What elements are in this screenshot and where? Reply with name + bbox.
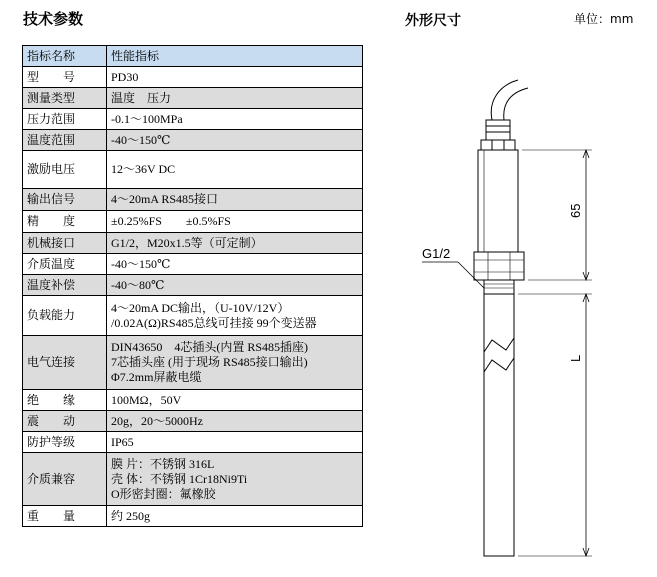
spec-value: [107, 254, 363, 275]
header-label-cell: 指标名称: [23, 46, 107, 67]
spec-value-line: DIN43650 4芯插头(内置 RS485插座): [111, 340, 308, 354]
spec-value: [107, 432, 363, 453]
spec-value: [107, 88, 363, 109]
spec-value: [107, 506, 363, 527]
table-row: [23, 411, 363, 432]
spec-value-line: -40～80℃: [111, 277, 165, 292]
spec-value-line: -0.1～100MPa: [111, 111, 183, 126]
dimension-65-label: 65: [568, 203, 583, 218]
spec-value: [107, 189, 363, 211]
spec-value: [107, 390, 363, 411]
spec-label: 精 度: [23, 211, 107, 233]
table-header-row: [23, 46, 363, 67]
spec-value: [107, 453, 363, 506]
table-row: [23, 296, 363, 336]
spec-label: 电气连接: [23, 336, 107, 390]
cable-gland: [486, 120, 510, 140]
table-row: [23, 233, 363, 254]
spec-label: 绝 缘: [23, 390, 107, 411]
gland-nut: [481, 140, 515, 150]
spec-value: [107, 130, 363, 151]
table-row: [23, 109, 363, 130]
spec-label: 型 号: [23, 67, 107, 88]
spec-value: [107, 151, 363, 189]
spec-value-line: G1/2，M20x1.5等（可定制）: [111, 235, 263, 250]
table-row: [23, 67, 363, 88]
table-row: [23, 88, 363, 109]
table-row: [23, 151, 363, 189]
section-title-tech-params: 技术参数: [23, 10, 84, 28]
spec-value-line: -40～150℃: [111, 256, 171, 271]
spec-value-line: Φ7.2mm屏蔽电缆: [111, 370, 202, 384]
table-row: [23, 453, 363, 506]
spec-label: 激励电压: [23, 151, 107, 189]
spec-value: [107, 211, 363, 233]
spec-value-line: 膜 片：不锈钢 316L: [111, 456, 215, 471]
header-value-cell: 性能指标: [107, 46, 363, 67]
spec-value: [107, 233, 363, 254]
hex-nut: [474, 252, 524, 280]
spec-value-line: 4～20mA RS485接口: [111, 192, 219, 206]
spec-label: 防护等级: [23, 432, 107, 453]
cable-line: [504, 88, 528, 120]
spec-value: [107, 411, 363, 432]
spec-value: [107, 275, 363, 296]
section-title-dimensions: 外形尺寸: [405, 13, 461, 29]
spec-value: [107, 109, 363, 130]
table-row: [23, 390, 363, 411]
table-row: [23, 130, 363, 151]
thread-label: G1/2: [422, 246, 451, 261]
spec-table: [22, 45, 363, 527]
spec-value-line: IP65: [111, 434, 134, 449]
table-row: [23, 275, 363, 296]
spec-label: 负载能力: [23, 296, 107, 336]
spec-label: 温度补偿: [23, 275, 107, 296]
spec-value: [107, 67, 363, 88]
spec-label: 输出信号: [23, 189, 107, 211]
spec-label: 重 量: [23, 506, 107, 527]
spec-label: 温度范围: [23, 130, 107, 151]
thread-section: [484, 280, 514, 294]
spec-label: 介质温度: [23, 254, 107, 275]
spec-value-line: /0.02A(Ω)RS485总线可挂接 99个变送器: [111, 315, 317, 330]
cable-line: [491, 80, 518, 120]
spec-value-line: -40～150℃: [111, 132, 171, 147]
spec-label: 介质兼容: [23, 453, 107, 506]
spec-value-line: ±0.25%FS ±0.5%FS: [111, 214, 231, 228]
probe-tube: [484, 294, 514, 556]
spec-value: [107, 336, 363, 390]
spec-value-line: 壳 体：不锈钢 1Cr18Ni9Ti: [111, 471, 248, 486]
table-row: [23, 211, 363, 233]
spec-label: 机械接口: [23, 233, 107, 254]
spec-value-line: 温度 压力: [111, 90, 172, 105]
table-row: [23, 506, 363, 527]
table-row: [23, 432, 363, 453]
spec-value: [107, 296, 363, 336]
table-row: [23, 189, 363, 211]
spec-value-line: O形密封圈：氟橡胶: [111, 486, 216, 501]
spec-label: 测量类型: [23, 88, 107, 109]
spec-value-line: 7芯插头座 (用于现场 RS485接口输出): [111, 355, 308, 369]
spec-value-line: PD30: [111, 69, 139, 84]
spec-value-line: 100MΩ，50V: [111, 392, 182, 407]
spec-label: 压力范围: [23, 109, 107, 130]
table-row: [23, 254, 363, 275]
spec-value-line: 12～36V DC: [111, 162, 176, 176]
spec-value-line: 20g，20～5000Hz: [111, 413, 203, 428]
table-row: [23, 336, 363, 390]
spec-value-line: 4～20mA DC输出，（U-10V/12V）: [111, 300, 290, 315]
dimension-l-label: L: [568, 354, 583, 362]
spec-label: 震 动: [23, 411, 107, 432]
sensor-outline-drawing: [400, 40, 640, 570]
spec-value-line: 约 250g: [111, 508, 151, 523]
unit-label: 单位：mm: [574, 12, 634, 26]
